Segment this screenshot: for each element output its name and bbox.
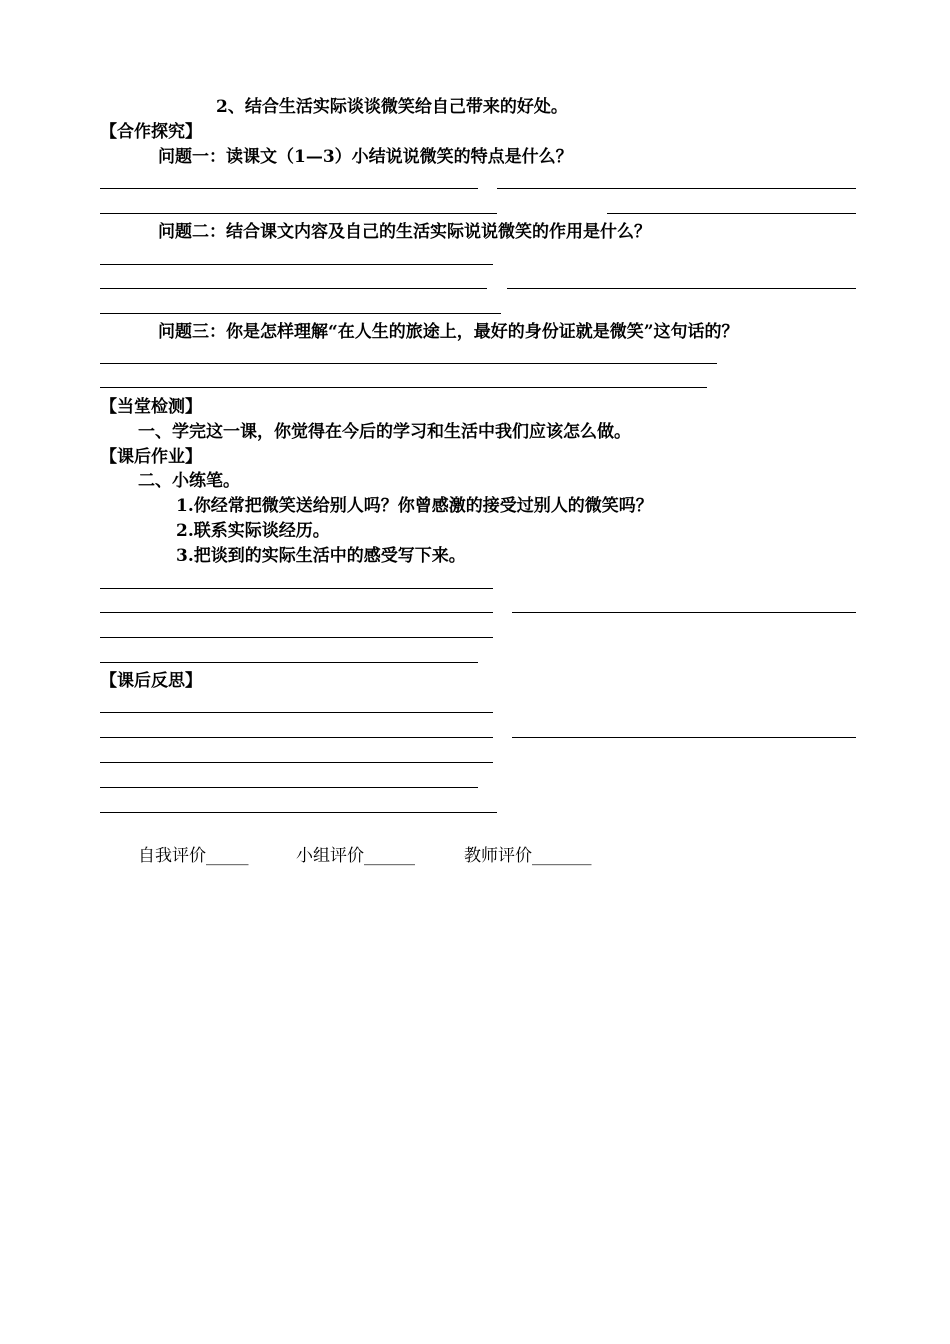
- answer-line: [100, 662, 478, 663]
- answer-line: [100, 787, 478, 788]
- answer-line: [100, 637, 493, 638]
- answer-line: [100, 712, 493, 713]
- teacher-evaluation: 教师评价_______: [464, 846, 592, 866]
- section-heading-homework: 【课后作业】: [100, 447, 202, 467]
- section-heading-cooperative: 【合作探究】: [100, 122, 202, 142]
- question-one: 问题一：读课文（1—3）小结说说微笑的特点是什么？: [158, 147, 573, 167]
- answer-line: [512, 737, 856, 738]
- answer-line: [512, 612, 856, 613]
- intro-item: 2、结合生活实际谈谈微笑给自己带来的好处。: [216, 97, 568, 117]
- group-evaluation: 小组评价______: [296, 846, 415, 866]
- answer-line: [607, 213, 856, 214]
- answer-line: [100, 188, 478, 189]
- answer-line: [100, 737, 493, 738]
- class-check-item: 一、学完这一课，你觉得在今后的学习和生活中我们应该怎么做。: [138, 422, 631, 442]
- homework-subitem-1: 1.你经常把微笑送给别人吗？你曾感激的接受过别人的微笑吗？: [176, 496, 653, 516]
- answer-line: [100, 213, 497, 214]
- question-three: 问题三：你是怎样理解“在人生的旅途上，最好的身份证就是微笑”这句话的？: [158, 322, 739, 342]
- answer-line: [100, 612, 493, 613]
- answer-line: [507, 288, 856, 289]
- answer-line: [100, 363, 717, 364]
- section-heading-reflection: 【课后反思】: [100, 671, 202, 691]
- homework-subitem-3: 3.把谈到的实际生活中的感受写下来。: [176, 546, 466, 566]
- homework-subitem-2: 2.联系实际谈经历。: [176, 521, 330, 541]
- section-heading-class-check: 【当堂检测】: [100, 397, 202, 417]
- answer-line: [100, 762, 493, 763]
- question-two: 问题二：结合课文内容及自己的生活实际说说微笑的作用是什么？: [158, 222, 651, 242]
- answer-line: [100, 812, 497, 813]
- answer-line: [497, 188, 856, 189]
- answer-line: [100, 387, 707, 388]
- answer-line: [100, 264, 493, 265]
- answer-line: [100, 313, 501, 314]
- answer-line: [100, 588, 493, 589]
- answer-line: [100, 288, 487, 289]
- homework-item: 二、小练笔。: [138, 471, 240, 491]
- self-evaluation: 自我评价_____: [138, 846, 249, 866]
